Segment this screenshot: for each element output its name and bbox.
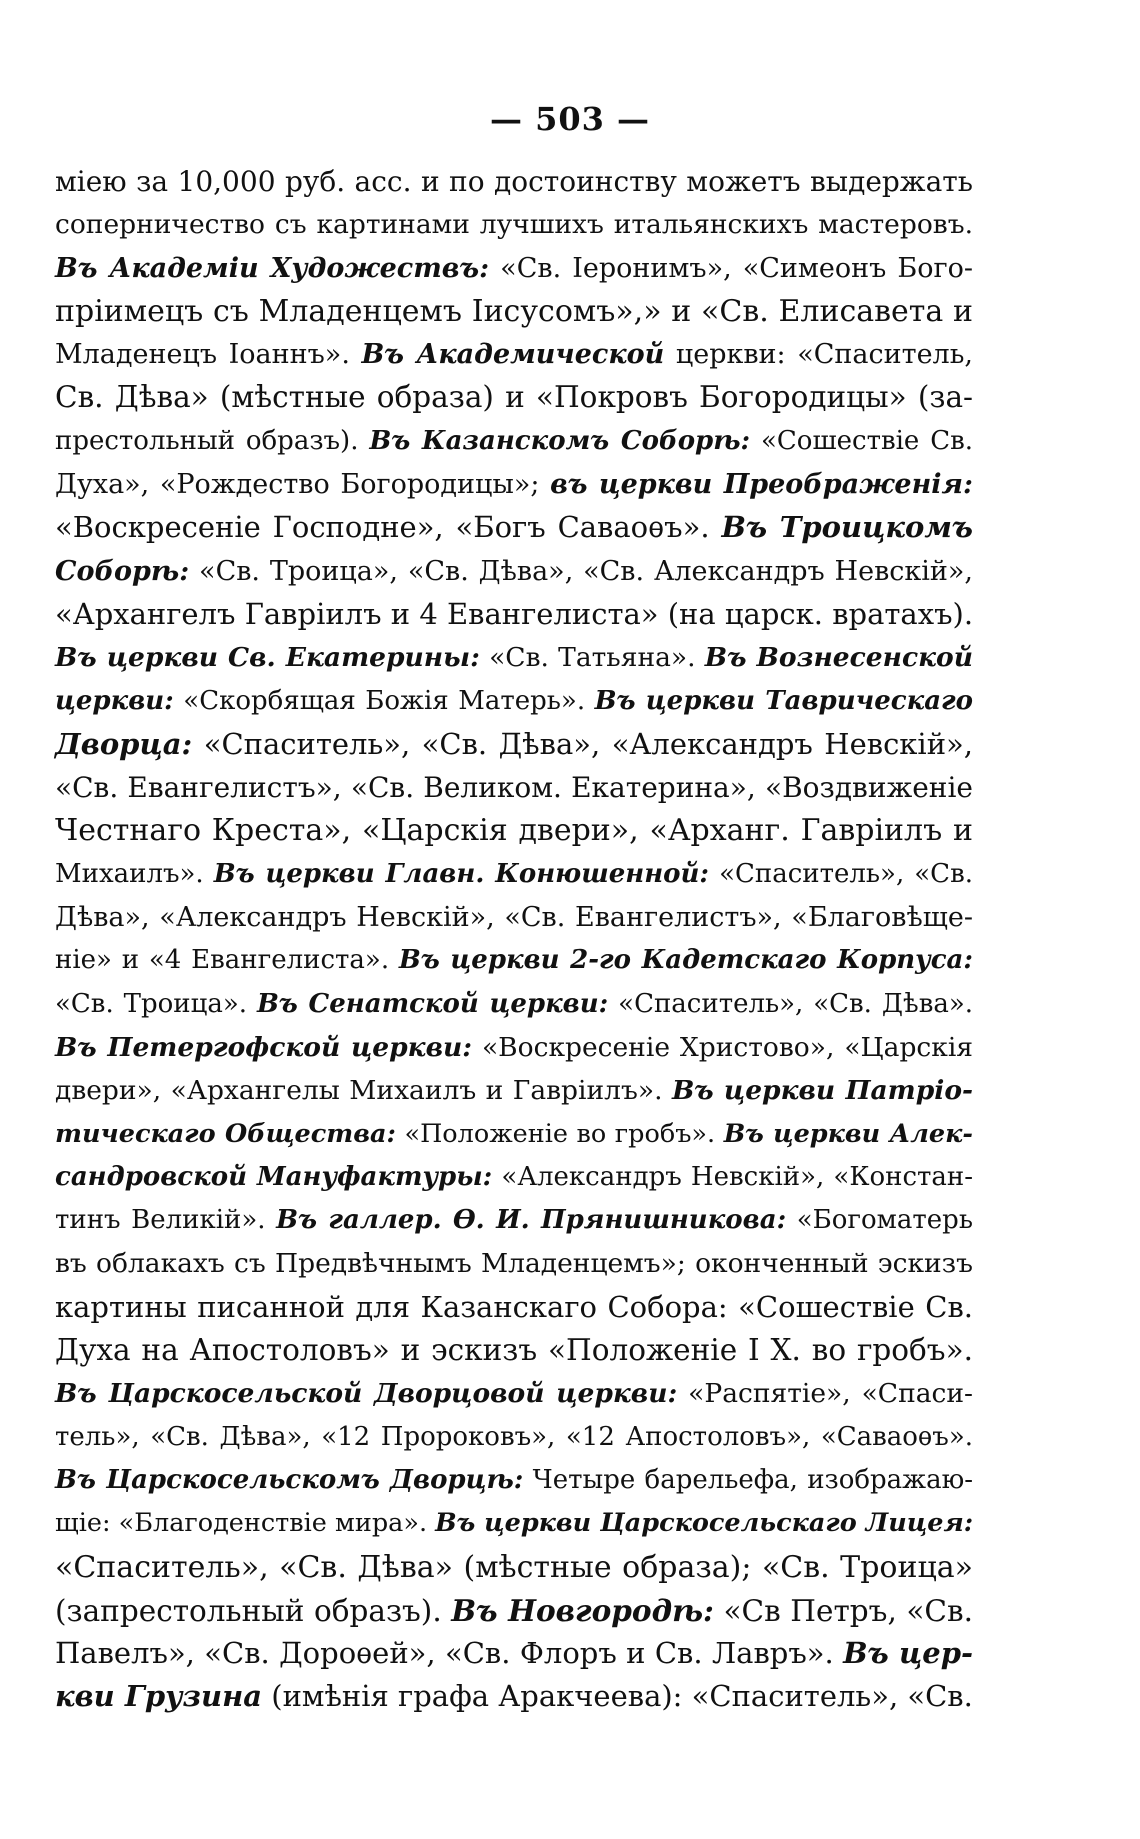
italic-heading-segment: сандровской Мануфактуры: (55, 1161, 493, 1192)
text-segment: «Воскресеніе Христово», «Царскія (472, 1031, 974, 1063)
text-segment: Дѣва», «Александръ Невскій», «Св. Евангелистъ», «Благовѣще- (55, 902, 973, 934)
text-line (55, 1199, 973, 1242)
text-line (55, 1069, 973, 1112)
italic-heading-segment: Въ Новгородѣ: (451, 1592, 714, 1628)
italic-heading-segment: Въ Царскосельской Дворцовой церкви: (55, 1378, 678, 1410)
text-segment: въ облакахъ съ Предвѣчнымъ Младенцемъ»; оконченный эскизъ (55, 1248, 973, 1280)
text-line (55, 376, 973, 419)
text-line (55, 203, 973, 246)
text-line (55, 1459, 973, 1502)
text-segment: «Св. Іеронимъ», «Симеонъ Бого- (489, 252, 973, 284)
italic-heading-segment: Въ церкви 2-го Кадетскаго Корпуса: (398, 945, 973, 976)
italic-heading-segment: Соборѣ: (55, 555, 190, 587)
text-segment: Младенецъ Іоаннъ». (55, 339, 362, 371)
text-segment: «Скорбящая Божія Матерь». (173, 685, 595, 716)
text-line (55, 1329, 973, 1372)
italic-heading-segment: въ церкви Преображенія: (550, 469, 973, 501)
italic-heading-segment: церкви: (55, 685, 174, 716)
text-segment: (имѣнія графа Аракчеева): «Спаситель», «Св. (262, 1679, 973, 1714)
text-segment: «Воскресеніе Господне», «Богъ Саваоѳъ». (55, 510, 722, 545)
text-line (55, 463, 973, 506)
text-segment: Духа на Апостоловъ» и эскизъ «Положеніе І Х. во гробъ». (55, 1333, 973, 1368)
italic-heading-segment: Въ Академіи Художествъ: (55, 252, 490, 284)
text-segment: «Св. Татьяна». (479, 642, 705, 674)
text-line (55, 247, 973, 290)
italic-heading-segment: Въ Академической (361, 339, 665, 371)
italic-heading-segment: Въ Сенатской церкви: (256, 988, 609, 1019)
text-segment: «Сошествіе Св. (750, 425, 973, 456)
italic-heading-segment: кви Грузина (55, 1679, 263, 1714)
italic-heading-segment: Въ церкви Св. Екатерины: (55, 642, 480, 674)
text-segment: Четыре барельефа, изображаю- (523, 1464, 974, 1495)
text-segment: Павелъ», «Св. Дороѳей», «Св. Флоръ и Св. Лавръ». (55, 1636, 844, 1671)
text-segment: тинъ Великій». (55, 1205, 277, 1236)
text-line (55, 1113, 973, 1156)
italic-heading-segment: Въ галлер. Ѳ. И. Прянишникова: (276, 1205, 787, 1236)
text-segment: церкви: «Спаситель, (664, 339, 973, 371)
text-segment: «Александръ Невскій», «Констан- (492, 1161, 974, 1192)
italic-heading-segment: Въ Царскосельскомъ Дворцѣ: (55, 1464, 524, 1495)
italic-heading-segment: Въ церкви Алек- (723, 1118, 973, 1149)
text-line (55, 593, 973, 636)
text-line (55, 1589, 973, 1632)
text-line (55, 506, 973, 549)
text-line (55, 1286, 973, 1329)
text-segment: «Спаситель», «Св. Дѣва», «Александръ Невскій», (192, 726, 973, 761)
italic-heading-segment: Въ церкви Патріо- (671, 1075, 973, 1107)
text-segment: «Спаситель», «Св. Дѣва». (608, 988, 974, 1019)
text-segment: картины писанной для Казанскаго Собора: «Сошествіе Св. (55, 1289, 973, 1324)
text-segment: «Архангелъ Гавріилъ и 4 Евангелиста» (на царск. вратахъ). (55, 596, 974, 631)
text-segment: щіе: «Благоденствіе мира». (55, 1508, 436, 1539)
text-segment: «Св. Троица». (55, 988, 257, 1019)
italic-heading-segment: Въ Троицкомъ (721, 510, 973, 545)
text-line (55, 896, 973, 939)
text-segment: Честнаго Креста», «Царскія двери», «Арханг. Гавріилъ и (55, 813, 973, 849)
text-line (55, 809, 973, 852)
text-segment: (запрестольный образъ). (55, 1593, 452, 1628)
text-line (55, 636, 973, 679)
text-segment: «Богоматерь (786, 1205, 973, 1236)
text-segment: «Спаситель», «Св. (709, 858, 973, 889)
text-line (55, 420, 973, 463)
text-segment: «Спаситель», «Св. Дѣва» (мѣстные образа); «Св. Троица» (55, 1549, 973, 1585)
italic-heading-segment: Въ церкви Царскосельскаго Лицея: (435, 1508, 974, 1539)
text-line (55, 550, 973, 593)
text-line (55, 1675, 973, 1718)
text-segment: соперничество съ картинами лучшихъ итальянскихъ мастеровъ. (55, 209, 973, 241)
text-segment: ніе» и «4 Евангелиста». (55, 945, 399, 976)
text-segment: «Распятіе», «Спаси- (677, 1378, 973, 1410)
text-line (55, 1026, 973, 1069)
text-line (55, 160, 973, 203)
text-segment: двери», «Архангелы Михаилъ и Гавріилъ». (55, 1075, 672, 1107)
italic-heading-segment: Въ Вознесенской (704, 642, 973, 674)
italic-heading-segment: Дворца: (55, 726, 193, 761)
text-line (55, 1632, 973, 1675)
text-line (55, 853, 973, 896)
text-line (55, 723, 973, 766)
italic-heading-segment: Въ церкви Таврическаго (594, 685, 974, 716)
text-line (55, 1156, 973, 1199)
text-segment: Св. Дѣва» (мѣстные образа) и «Покровъ Богородицы» (за- (55, 380, 973, 415)
text-line (55, 1372, 973, 1415)
text-segment: Михаилъ». (55, 858, 214, 889)
text-line (55, 1416, 973, 1459)
text-segment: міею за 10,000 руб. асс. и по достоинству можетъ выдержать (55, 165, 973, 198)
text-line (55, 333, 973, 376)
text-line (55, 766, 973, 809)
text-segment: «Св. Троица», «Св. Дѣва», «Св. Александръ Невскій», (189, 555, 973, 587)
text-line (55, 290, 973, 333)
text-segment: пріимецъ съ Младенцемъ Іисусомъ»,» и «Св. Елисавета и (55, 293, 973, 329)
text-segment: «Св. Евангелистъ», «Св. Великом. Екатерина», «Воздвиженіе (55, 771, 973, 805)
text-line (55, 1502, 973, 1545)
text-line (55, 680, 973, 723)
italic-heading-segment: Въ Казанскомъ Соборѣ: (369, 425, 751, 456)
text-segment: тель», «Св. Дѣва», «12 Пророковъ», «12 Апостоловъ», «Саваоѳъ». (55, 1421, 973, 1452)
page-number: — 503 — (489, 100, 651, 138)
text-line (55, 939, 973, 982)
body-text (55, 160, 973, 1719)
text-line (55, 1546, 973, 1589)
italic-heading-segment: тическаго Общества: (55, 1118, 396, 1149)
text-segment: «Положеніе во гробъ». (395, 1118, 724, 1149)
text-line (55, 1242, 973, 1285)
italic-heading-segment: Въ церкви Главн. Конюшенной: (213, 858, 710, 889)
italic-heading-segment: Въ цер- (843, 1636, 974, 1671)
text-segment: престольный образъ). (55, 425, 370, 456)
text-line (55, 983, 973, 1026)
text-segment: «Св Петръ, «Св. (713, 1593, 973, 1628)
text-segment: Духа», «Рождество Богородицы»; (55, 469, 551, 501)
italic-heading-segment: Въ Петергофской церкви: (55, 1031, 473, 1063)
